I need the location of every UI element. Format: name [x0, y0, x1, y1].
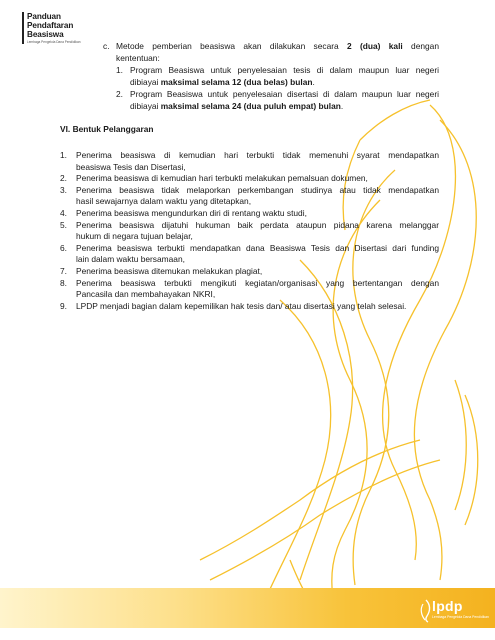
item-c-label: c.	[103, 41, 110, 51]
violation-text-line-1: LPDP menjadi bagian dalam kepemilikan hak tesis dan/ atau disertasi yang telah selesai.	[76, 300, 407, 311]
sub-item-1-line-2	[130, 77, 315, 89]
sub-item-1-num: 1.	[116, 65, 123, 75]
item-c-bold: 2 (dua) kali	[347, 41, 403, 51]
violation-text-line-1: Penerima beasiswa mengundurkan diri di rentang waktu studi,	[76, 208, 307, 218]
sub-item-2-bold: maksimal selama 24 (dua puluh empat) bulan	[160, 101, 341, 111]
violation-text-line-2: beasiswa Tesis dan Disertasi,	[76, 161, 186, 172]
violation-number: 4.	[60, 208, 67, 218]
violation-text-line-2: Pancasila dan membahayakan NKRI,	[76, 289, 216, 300]
logo-line-3: Beasiswa	[27, 30, 64, 39]
violation-number: 3.	[60, 184, 67, 195]
violation-number: 5.	[60, 219, 67, 230]
sub-item-1-bold: maksimal selama 12 (dua belas) bulan	[160, 77, 313, 87]
logo-line-1: Panduan	[27, 12, 61, 21]
item-c-text-a: Metode pemberian beasiswa akan dilakukan secara	[116, 41, 347, 51]
violation-text-line-1: Penerima beasiswa terbukti mendapatkan dana Beasiswa Tesis dan Disertasi dari funding	[76, 242, 439, 253]
violation-text-line-2: lain dalam waktu bersamaan,	[76, 254, 185, 265]
violation-text-line-1: Penerima beasiswa di kemudian hari terbukti melakukan pemalsuan dokumen,	[76, 173, 368, 184]
sub-item-2-end: .	[340, 101, 344, 111]
violation-number: 9.	[60, 300, 67, 311]
sub-item-2-line-1: Program Beasiswa untuk penyelesaian disertasi di dalam maupun luar negeri	[130, 89, 439, 99]
item-c-line-2: kententuan:	[116, 53, 160, 63]
violation-number: 7.	[60, 266, 67, 276]
violation-number: 2.	[60, 173, 67, 184]
header-logo	[22, 12, 85, 44]
violation-text-line-1: Penerima beasiswa tidak melaporkan perkembangan studinya atau tidak mendapatkan	[76, 184, 439, 195]
sub-item-2-num: 2.	[116, 89, 123, 99]
violation-text-line-1: Penerima beasiswa terbukti mengikuti kegiatan/organisasi yang bertentangan dengan	[76, 277, 439, 288]
sub-item-1-end: .	[312, 77, 315, 87]
logo-line-2: Pendaftaran	[27, 21, 74, 30]
violation-text-line-1: Penerima beasiswa di kemudian hari terbukti tidak memenuhi syarat mendapatkan	[76, 150, 439, 160]
violation-number: 1.	[60, 150, 67, 160]
sub-item-1-text: dibiayai	[130, 77, 161, 87]
section-heading: VI. Bentuk Pelanggaran	[60, 124, 154, 134]
violation-text-line-2: hukum di negara tujuan belajar,	[76, 231, 193, 242]
logo-subtitle: Lembaga Pengelola Dana Pendidikan	[27, 40, 81, 44]
violation-text-line-1: Penerima beasiswa ditemukan melakukan plagiat,	[76, 266, 263, 276]
violation-text-line-1: Penerima beasiswa dijatuhi hukuman baik perdata ataupun pidana karena melanggar	[76, 219, 439, 230]
violation-text-line-2: hasil sewajarnya dalam waktu yang ditetapkan,	[76, 196, 252, 207]
item-c-line-1	[116, 41, 439, 53]
violation-number: 8.	[60, 277, 67, 288]
sub-item-2-text: dibiayai	[130, 101, 161, 111]
violation-number: 6.	[60, 242, 67, 253]
footer-brand: lpdp	[432, 598, 463, 614]
item-c-text-c: dengan	[402, 41, 439, 51]
sub-item-1-line-1: Program Beasiswa untuk penyelesaian tesis di dalam maupun luar negeri	[130, 65, 439, 75]
sub-item-2-line-2	[130, 101, 343, 113]
footer-brand-subtitle: Lembaga Pengelola Dana Pendidikan	[432, 615, 489, 619]
